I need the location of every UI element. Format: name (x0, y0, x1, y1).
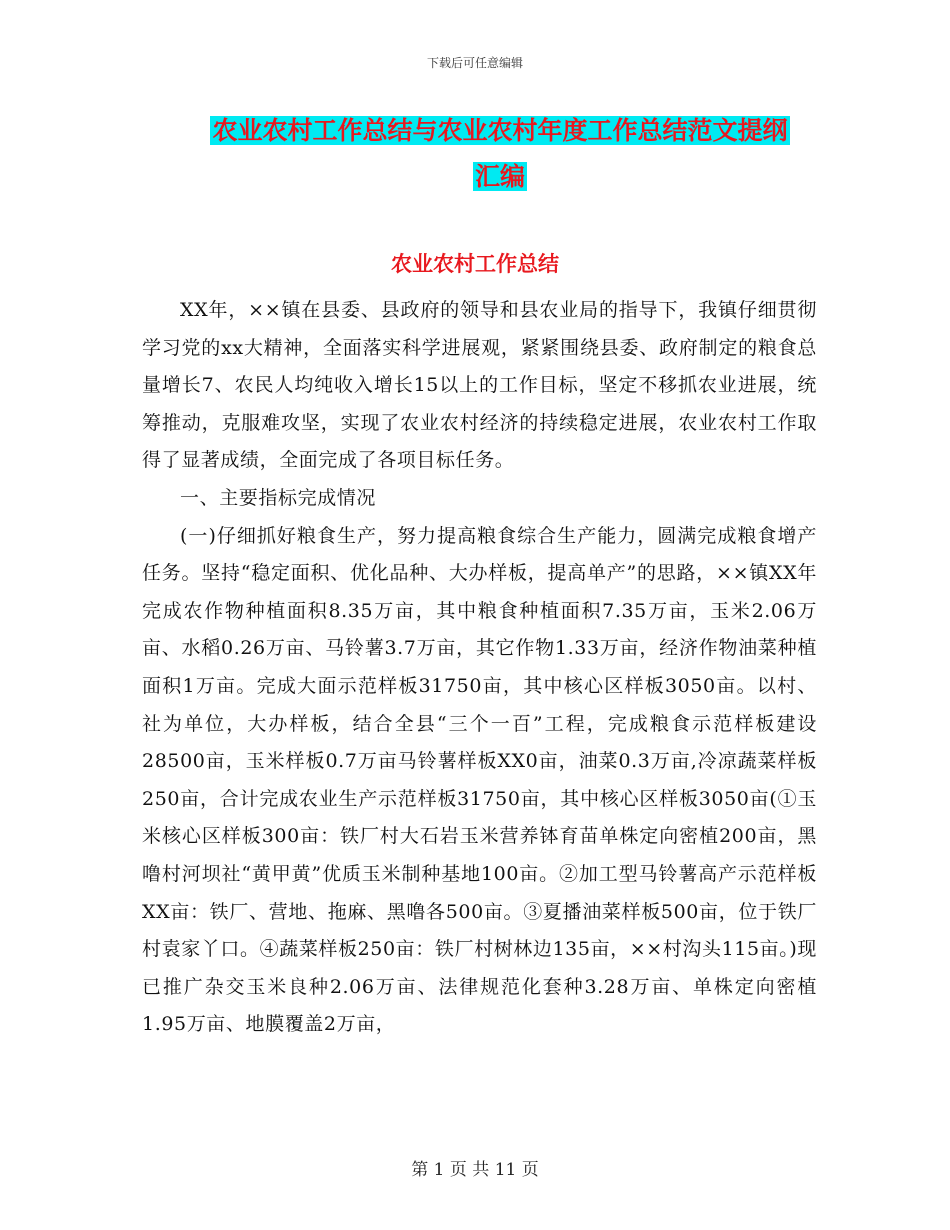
paragraph-intro: XX年，××镇在县委、县政府的领导和县农业局的指导下，我镇仔细贯彻学习党的xx大精神，全面落实科学进展观，紧紧围绕县委、政府制定的粮食总量增长7、农民人均纯收入增长15以上的工作目标，坚定不移抓农业进展，统筹推动，克服难攻坚，实现了农业农村经济的持续稳定进展，农业农村工作取得了显著成绩，全面完成了各项目标任务。 (142, 299, 817, 472)
document-title (150, 108, 850, 200)
section-title: 农业农村工作总结 (391, 252, 559, 276)
body-text (142, 292, 817, 1044)
page-number-footer: 第 1 页 共 11 页 (411, 1160, 539, 1180)
title-line-2: 汇编 (474, 162, 525, 191)
header-note: 下载后可任意编辑 (426, 56, 523, 70)
paragraph-grain-production: (一)仔细抓好粮食生产，努力提高粮食综合生产能力，圆满完成粮食增产任务。坚持“稳定面积、优化品种、大办样板，提高单产”的思路，××镇XX年完成农作物种植面积8.35万亩，其中粮食种植面积7.35万亩，玉米2.06万亩、水稻0.26万亩、马铃薯3.7万亩，其它作物1.33万亩，经济作物油菜种植面积1万亩。完成大面示范样板31750亩，其中核心区样板3050亩。以村、社为单位，大办样板，结合全县“三个一百”工程，完成粮食示范样板建设28500亩，玉米样板0.7万亩马铃薯样板XX0亩，油菜0.3万亩,冷凉蔬菜样板250亩，合计完成农业生产示范样板31750亩，其中核心区样板3050亩(①玉米核心区样板300亩：铁厂村大石岩玉米营养钵育苗单株定向密植200亩，黑噜村河坝社“黄甲黄”优质玉米制种基地100亩。②加工型马铃薯高产示范样板XX亩：铁厂、营地、拖麻、黑噜各500亩。③夏播油菜样板500亩，位于铁厂村袁家丫口。④蔬菜样板250亩：铁厂村树林边135亩，××村沟头115亩。)现已推广杂交玉米良种2.06万亩、法律规范化套种3.28万亩、单株定向密植1.95万亩、地膜覆盖2万亩， (142, 524, 817, 1036)
paragraph-heading-1: 一、主要指标完成情况 (180, 486, 377, 509)
title-line-1: 农业农村工作总结与农业农村年度工作总结范文提纲 (212, 116, 788, 145)
